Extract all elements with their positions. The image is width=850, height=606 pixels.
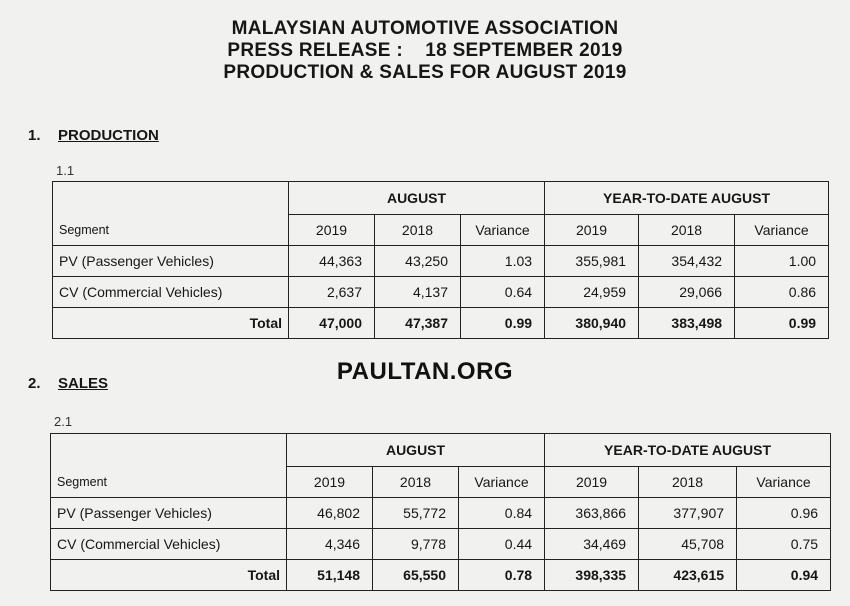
header-line-press-release: PRESS RELEASE : 18 SEPTEMBER 2019 (227, 40, 623, 61)
sales-section-title (28, 375, 108, 392)
table-row (53, 277, 829, 308)
sales-col-aug-variance: Variance (459, 467, 545, 498)
production-section-label: PRODUCTION (58, 127, 159, 144)
header-line-association: MALAYSIAN AUTOMOTIVE ASSOCIATION (231, 18, 619, 39)
row-label: CV (Commercial Vehicles) (53, 277, 289, 308)
total-cell: 423,615 (639, 560, 737, 591)
sales-subsection-number: 2.1 (54, 414, 73, 429)
sales-august-header: AUGUST (287, 434, 545, 467)
sales-col-aug-2018: 2018 (373, 467, 459, 498)
cell: 44,363 (289, 246, 375, 277)
production-col-aug-2018: 2018 (375, 215, 461, 246)
cell: 377,907 (639, 498, 737, 529)
production-table (52, 181, 829, 339)
row-label: PV (Passenger Vehicles) (53, 246, 289, 277)
sales-section-label: SALES (58, 375, 109, 392)
cell: 0.96 (737, 498, 831, 529)
segment-header-blank (53, 182, 289, 215)
cell: 0.75 (737, 529, 831, 560)
production-col-aug-2019: 2019 (289, 215, 375, 246)
watermark-text: PAULTAN.ORG (336, 358, 514, 385)
cell: 363,866 (545, 498, 639, 529)
total-cell: 47,000 (289, 308, 375, 339)
production-col-ytd-2018: 2018 (639, 215, 735, 246)
total-cell: 383,498 (639, 308, 735, 339)
sales-col-ytd-2019: 2019 (545, 467, 639, 498)
cell: 46,802 (287, 498, 373, 529)
table-row (53, 246, 829, 277)
production-segment-label: Segment (53, 215, 289, 246)
total-row (51, 560, 831, 591)
total-cell: 0.99 (735, 308, 829, 339)
total-label: Total (53, 308, 289, 339)
cell: 0.44 (459, 529, 545, 560)
total-cell: 398,335 (545, 560, 639, 591)
sales-section-number: 2. (28, 375, 41, 392)
production-subsection-number: 1.1 (56, 163, 75, 178)
cell: 1.00 (735, 246, 829, 277)
segment-header-blank (51, 434, 287, 467)
production-august-header: AUGUST (289, 182, 545, 215)
sales-col-ytd-2018: 2018 (639, 467, 737, 498)
cell: 4,137 (375, 277, 461, 308)
header-line-title: PRODUCTION & SALES FOR AUGUST 2019 (223, 62, 627, 83)
cell: 34,469 (545, 529, 639, 560)
total-cell: 51,148 (287, 560, 373, 591)
cell: 1.03 (461, 246, 545, 277)
production-col-aug-variance: Variance (461, 215, 545, 246)
total-cell: 65,550 (373, 560, 459, 591)
row-label: CV (Commercial Vehicles) (51, 529, 287, 560)
total-cell: 0.78 (459, 560, 545, 591)
cell: 355,981 (545, 246, 639, 277)
cell: 0.64 (461, 277, 545, 308)
production-col-ytd-2019: 2019 (545, 215, 639, 246)
sales-col-ytd-variance: Variance (737, 467, 831, 498)
row-label: PV (Passenger Vehicles) (51, 498, 287, 529)
cell: 55,772 (373, 498, 459, 529)
sales-table (50, 433, 831, 591)
total-cell: 0.99 (461, 308, 545, 339)
cell: 0.84 (459, 498, 545, 529)
table-row (51, 529, 831, 560)
table-row (51, 498, 831, 529)
cell: 4,346 (287, 529, 373, 560)
cell: 9,778 (373, 529, 459, 560)
cell: 0.86 (735, 277, 829, 308)
sales-col-aug-2019: 2019 (287, 467, 373, 498)
cell: 24,959 (545, 277, 639, 308)
production-ytd-header: YEAR-TO-DATE AUGUST (545, 182, 829, 215)
cell: 29,066 (639, 277, 735, 308)
total-row (53, 308, 829, 339)
document-header (0, 18, 850, 84)
production-section-number: 1. (28, 127, 41, 144)
sales-segment-label: Segment (51, 467, 287, 498)
cell: 2,637 (289, 277, 375, 308)
production-col-ytd-variance: Variance (735, 215, 829, 246)
total-cell: 0.94 (737, 560, 831, 591)
total-cell: 380,940 (545, 308, 639, 339)
production-section-title (28, 127, 159, 144)
total-label: Total (51, 560, 287, 591)
cell: 45,708 (639, 529, 737, 560)
cell: 354,432 (639, 246, 735, 277)
total-cell: 47,387 (375, 308, 461, 339)
sales-ytd-header: YEAR-TO-DATE AUGUST (545, 434, 831, 467)
cell: 43,250 (375, 246, 461, 277)
